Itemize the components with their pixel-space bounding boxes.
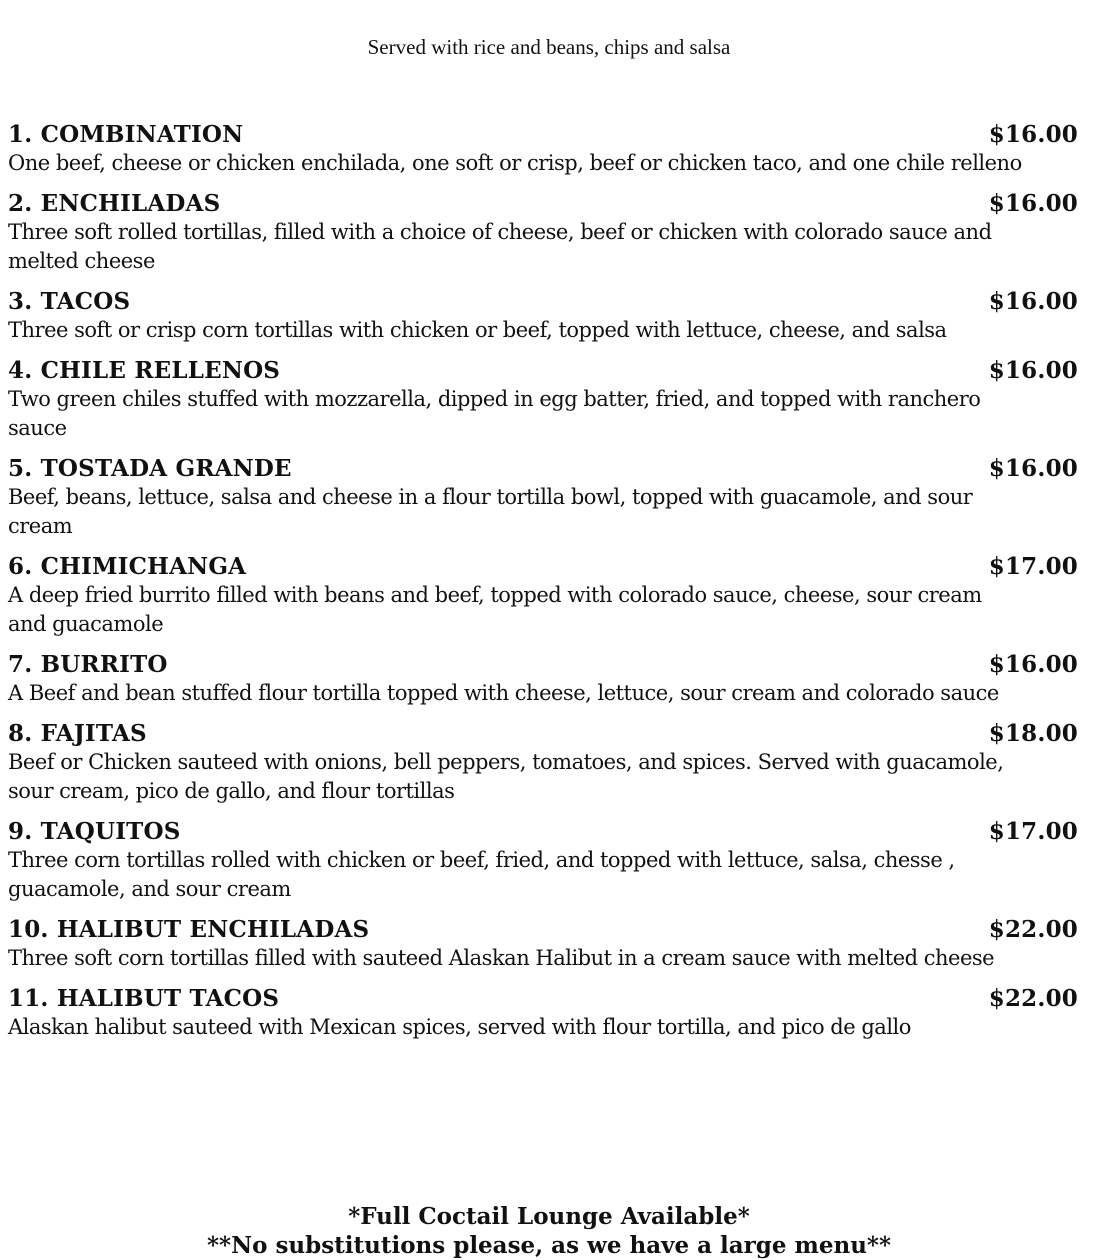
item-name: 7. BURRITO (8, 651, 168, 678)
item-name: 1. COMBINATION (8, 121, 244, 148)
menu-footer (0, 1202, 1098, 1260)
item-description: A deep fried burrito filled with beans and beef, topped with colorado sauce, cheese, sour cream and guacamole (8, 583, 982, 636)
item-price: $16.00 (988, 190, 1078, 217)
item-name: 11. HALIBUT TACOS (8, 985, 280, 1012)
menu-item (8, 552, 1080, 639)
item-price: $16.00 (988, 357, 1078, 384)
footer-substitutions-note: **No substitutions please, as we have a large menu** (207, 1232, 891, 1259)
menu-item (8, 984, 1080, 1042)
menu-item (8, 120, 1080, 178)
item-name: 4. CHILE RELLENOS (8, 357, 281, 384)
menu-item (8, 650, 1080, 708)
item-description: Three corn tortillas rolled with chicken or beef, fried, and topped with lettuce, salsa, chesse , guacamole, and sour cream (8, 848, 955, 901)
menu-item (8, 817, 1080, 904)
menu-item (8, 915, 1080, 973)
menu-item (8, 719, 1080, 806)
menu-item (8, 287, 1080, 345)
menu-item (8, 189, 1080, 276)
item-price: $22.00 (988, 985, 1078, 1012)
item-description: Three soft rolled tortillas, filled with a choice of cheese, beef or chicken with colorado sauce and melted cheese (8, 220, 992, 273)
item-description: Two green chiles stuffed with mozzarella, dipped in egg batter, fried, and topped with ranchero sauce (8, 387, 981, 440)
item-name: 6. CHIMICHANGA (8, 553, 247, 580)
item-price: $18.00 (988, 720, 1078, 747)
item-description: One beef, cheese or chicken enchilada, one soft or crisp, beef or chicken taco, and one chile relleno (8, 151, 1022, 175)
item-name: 3. TACOS (8, 288, 131, 315)
item-description: Beef or Chicken sauteed with onions, bell peppers, tomatoes, and spices. Served with guacamole, sour cream, pico de gallo, and flour tortillas (8, 750, 1004, 803)
item-name: 9. TAQUITOS (8, 818, 181, 845)
item-description: Three soft or crisp corn tortillas with chicken or beef, topped with lettuce, cheese, and salsa (8, 318, 947, 342)
item-name: 2. ENCHILADAS (8, 190, 221, 217)
item-name: 10. HALIBUT ENCHILADAS (8, 916, 370, 943)
item-description: Alaskan halibut sauteed with Mexican spices, served with flour tortilla, and pico de gallo (8, 1015, 911, 1039)
footer-lounge-note: *Full Coctail Lounge Available* (348, 1203, 750, 1230)
item-description: Three soft corn tortillas filled with sauteed Alaskan Halibut in a cream sauce with melted cheese (8, 946, 995, 970)
item-price: $17.00 (988, 818, 1078, 845)
menu-item (8, 356, 1080, 443)
item-price: $16.00 (988, 651, 1078, 678)
item-description: A Beef and bean stuffed flour tortilla topped with cheese, lettuce, sour cream and colorado sauce (8, 681, 999, 705)
item-description: Beef, beans, lettuce, salsa and cheese in a flour tortilla bowl, topped with guacamole, and sour cream (8, 485, 973, 538)
item-price: $16.00 (988, 288, 1078, 315)
menu-subtitle: Served with rice and beans, chips and salsa (367, 35, 731, 59)
item-name: 5. TOSTADA GRANDE (8, 455, 292, 482)
item-price: $17.00 (988, 553, 1078, 580)
menu-list (8, 120, 1080, 1053)
item-name: 8. FAJITAS (8, 720, 147, 747)
item-price: $16.00 (988, 455, 1078, 482)
menu-item (8, 454, 1080, 541)
item-price: $22.00 (988, 916, 1078, 943)
item-price: $16.00 (988, 121, 1078, 148)
